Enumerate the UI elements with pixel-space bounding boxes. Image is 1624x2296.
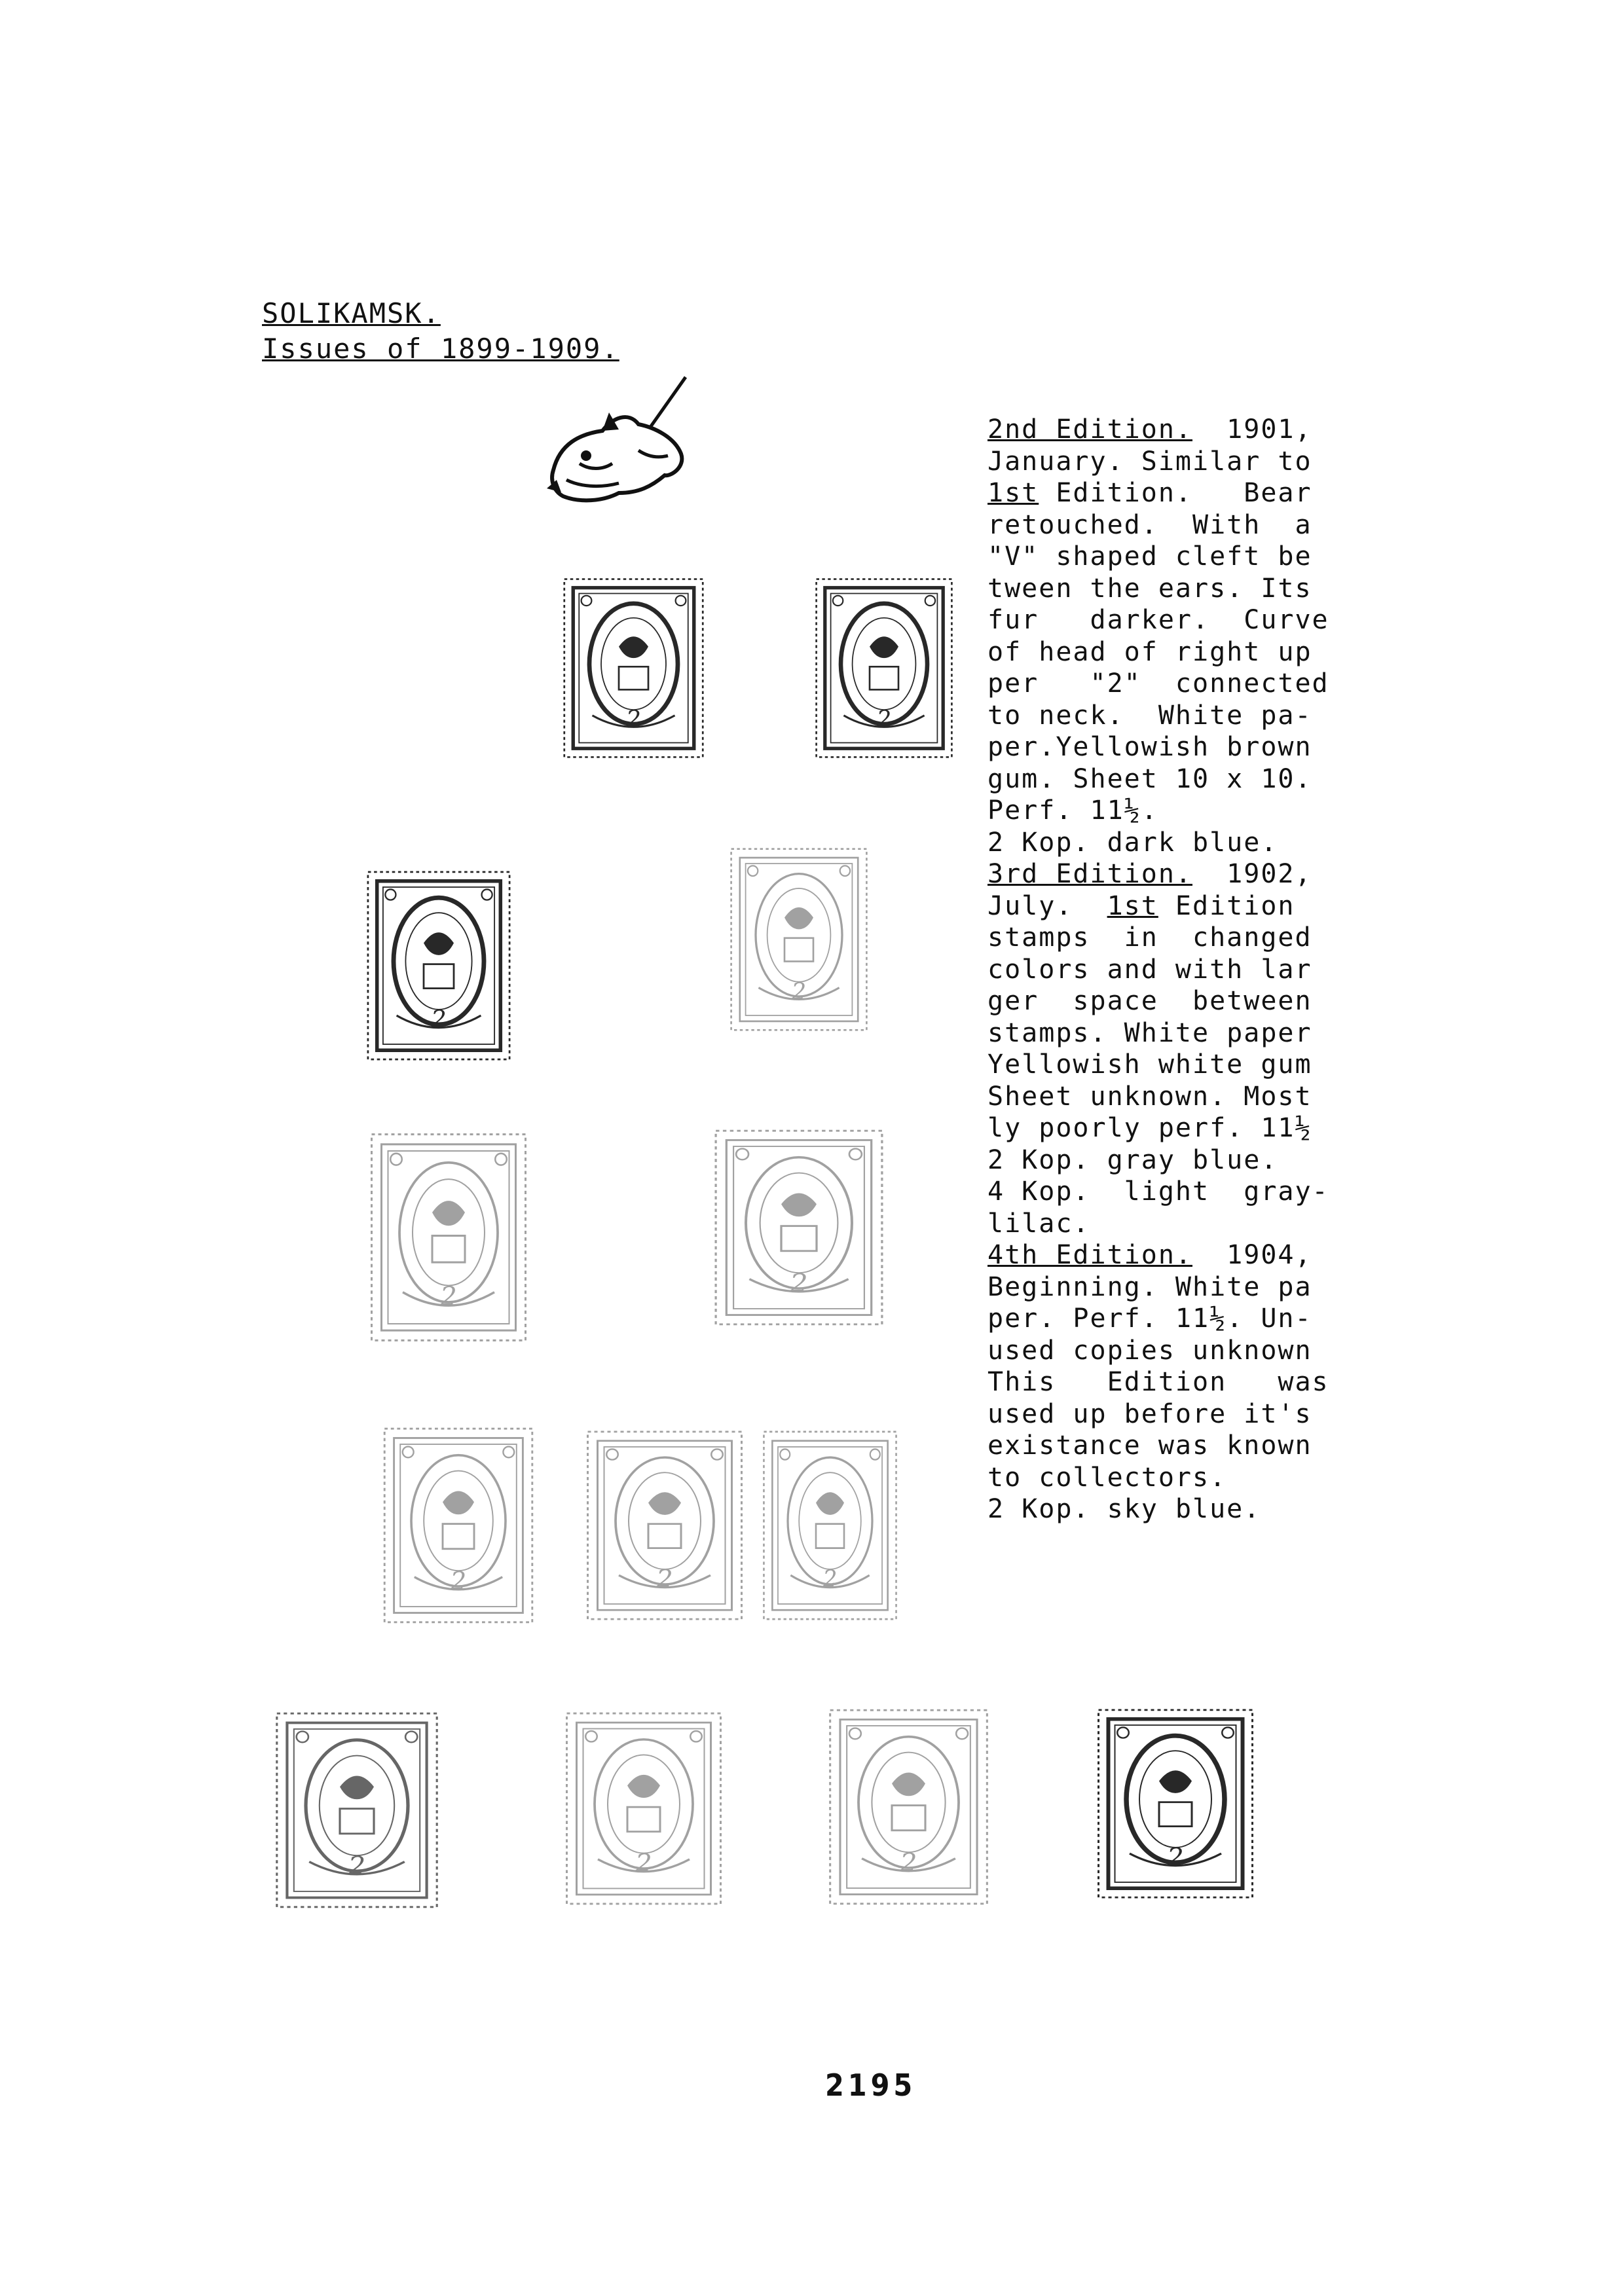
text-line xyxy=(987,1176,1354,1208)
line-text: per.Yellowish brown xyxy=(987,732,1312,762)
line-text: per. Perf. 11½. Un- xyxy=(987,1303,1312,1334)
text-line xyxy=(987,700,1354,732)
svg-text:2: 2 xyxy=(440,1281,457,1313)
page-heading xyxy=(262,296,619,367)
svg-text:2: 2 xyxy=(348,1851,366,1881)
text-line xyxy=(987,1208,1354,1240)
line-text: 2 Kop. gray blue. xyxy=(987,1144,1278,1175)
line-text: tween the ears. Its xyxy=(987,573,1312,604)
stamp-image xyxy=(583,1427,747,1624)
bear-head-drawing xyxy=(540,372,697,516)
text-line xyxy=(987,1366,1354,1398)
text-line xyxy=(987,1271,1354,1303)
text-line xyxy=(987,922,1354,954)
line-text: existance was known xyxy=(987,1430,1312,1461)
line-text: 2 Kop. dark blue. xyxy=(987,827,1278,858)
line-text: "V" shaped cleft be xyxy=(987,541,1312,572)
text-line xyxy=(987,731,1354,763)
line-text: used copies unknown xyxy=(987,1335,1312,1366)
stamp-image xyxy=(367,1129,530,1345)
underlined-text: 1st xyxy=(1107,890,1158,921)
line-text: to neck. White pa- xyxy=(987,700,1312,731)
line-text: 1901, xyxy=(1192,414,1312,445)
line-text: 1902, xyxy=(1192,859,1312,889)
text-line xyxy=(987,1049,1354,1081)
svg-text:2: 2 xyxy=(656,1565,673,1594)
bear-head-icon xyxy=(540,372,697,516)
line-text: January. Similar to xyxy=(987,446,1312,477)
underlined-text: 2nd Edition. xyxy=(987,414,1192,445)
svg-text:2: 2 xyxy=(626,706,641,733)
text-line xyxy=(987,668,1354,700)
text-line xyxy=(987,1144,1354,1176)
stamp-image xyxy=(562,1709,726,1908)
underlined-text: 1st xyxy=(987,478,1039,508)
svg-text:2: 2 xyxy=(431,1005,447,1034)
line-text: This Edition was xyxy=(987,1367,1329,1397)
line-text: gum. Sheet 10 x 10. xyxy=(987,763,1312,794)
line-text: ly poorly perf. 11½ xyxy=(987,1113,1312,1143)
line-text: used up before it's xyxy=(987,1398,1312,1429)
stamp-image xyxy=(727,845,871,1034)
text-line xyxy=(987,1239,1354,1271)
line-text: Edition xyxy=(1158,890,1295,921)
text-line xyxy=(987,954,1354,986)
svg-text:2: 2 xyxy=(822,1565,838,1594)
stamp-image xyxy=(380,1424,537,1627)
svg-text:2: 2 xyxy=(791,978,807,1006)
text-line xyxy=(987,1493,1354,1525)
text-line xyxy=(987,1430,1354,1462)
line-text: lilac. xyxy=(987,1208,1090,1239)
svg-text:2: 2 xyxy=(900,1848,917,1878)
text-line xyxy=(987,1081,1354,1113)
text-line xyxy=(987,1335,1354,1367)
line-text: stamps. White paper xyxy=(987,1017,1312,1048)
edition-description xyxy=(987,414,1354,1525)
text-line xyxy=(987,1303,1354,1335)
line-text: July. xyxy=(987,890,1107,921)
stamp-image xyxy=(363,867,514,1064)
text-line xyxy=(987,636,1354,668)
line-text: Yellowish white gum xyxy=(987,1049,1312,1080)
stamp-image xyxy=(812,575,956,761)
svg-text:2: 2 xyxy=(1167,1844,1184,1872)
line-text: of head of right up xyxy=(987,636,1312,667)
text-line xyxy=(987,604,1354,636)
text-line xyxy=(987,763,1354,795)
line-text: 2 Kop. sky blue. xyxy=(987,1494,1261,1524)
text-line xyxy=(987,541,1354,573)
text-line xyxy=(987,446,1354,478)
text-line xyxy=(987,414,1354,446)
svg-text:2: 2 xyxy=(790,1268,808,1298)
text-line xyxy=(987,1398,1354,1430)
text-line xyxy=(987,1462,1354,1494)
page-number: 2195 xyxy=(825,2068,917,2103)
line-text: Sheet unknown. Most xyxy=(987,1081,1312,1112)
text-line xyxy=(987,477,1354,509)
text-line xyxy=(987,858,1354,890)
line-text: ger space between xyxy=(987,986,1312,1016)
text-line xyxy=(987,827,1354,859)
line-text: colors and with lar xyxy=(987,954,1312,985)
line-text: per "2" connected xyxy=(987,668,1329,699)
line-text: Perf. 11½. xyxy=(987,795,1158,826)
heading-subtitle: Issues of 1899-1909. xyxy=(262,333,619,365)
underlined-text: 3rd Edition. xyxy=(987,859,1192,889)
stamp-image xyxy=(272,1709,442,1912)
line-text: 1904, xyxy=(1192,1240,1312,1270)
text-line xyxy=(987,1017,1354,1049)
stamp-image xyxy=(560,575,707,761)
stamp-image xyxy=(1094,1705,1257,1902)
text-line xyxy=(987,890,1354,922)
text-line xyxy=(987,795,1354,827)
svg-text:2: 2 xyxy=(635,1849,652,1878)
stamp-image xyxy=(825,1705,992,1908)
line-text: to collectors. xyxy=(987,1462,1227,1493)
line-text: retouched. With a xyxy=(987,509,1312,540)
stamp-image xyxy=(710,1126,887,1329)
text-line xyxy=(987,509,1354,541)
heading-title: SOLIKAMSK. xyxy=(262,297,441,329)
text-line xyxy=(987,985,1354,1017)
text-line xyxy=(987,1112,1354,1144)
line-text: 4 Kop. light gray- xyxy=(987,1176,1329,1207)
svg-text:2: 2 xyxy=(876,706,892,733)
line-text: Edition. Bear xyxy=(1039,478,1312,508)
text-line xyxy=(987,573,1354,605)
underlined-text: 4th Edition. xyxy=(987,1240,1192,1270)
svg-text:2: 2 xyxy=(450,1566,467,1596)
stamp-image xyxy=(760,1427,900,1624)
line-text: fur darker. Curve xyxy=(987,605,1329,635)
line-text: stamps in changed xyxy=(987,922,1312,953)
line-text: Beginning. White pa xyxy=(987,1271,1312,1302)
